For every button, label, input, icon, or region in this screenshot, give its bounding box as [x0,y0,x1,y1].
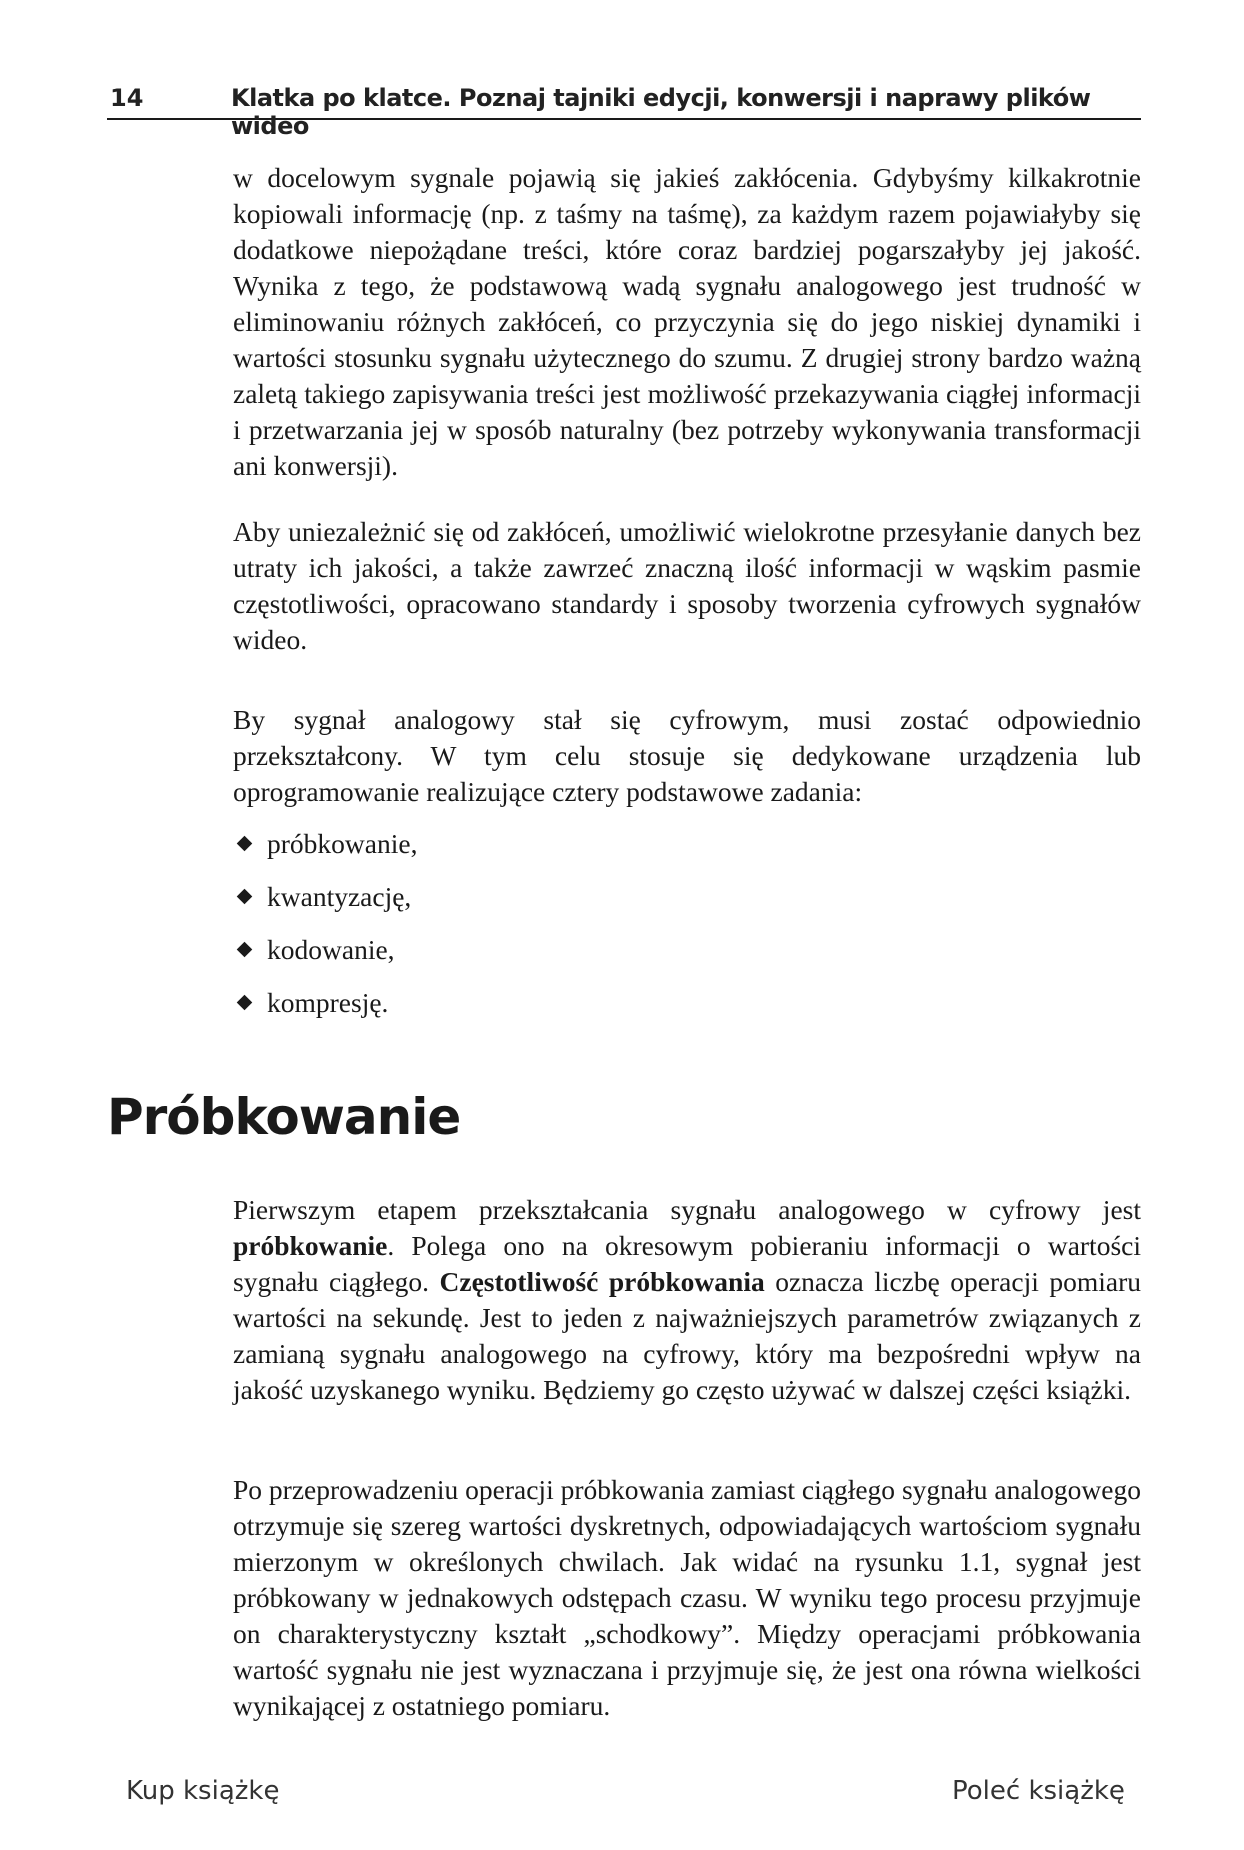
paragraph-sampling-definition [233,1192,1141,1408]
text-segment: Pierwszym etapem przekształcania sygnału analogowego w cyfrowy jest [233,1194,1141,1225]
page-number: 14 [110,84,144,112]
text-segment: oznacza liczbę operacji pomiaru wartości na sekundę. Jest to jeden z najważniejszych parametrów związanych z zamianą sygnału analogowego na cyfrowy, który ma bezpośredni wpływ na jakość uzyskanego wyniku. Będziemy go często używać w dalszej części książki. [233,1266,1141,1405]
bold-term-sampling: próbkowanie [233,1230,388,1261]
list-item [233,985,417,1038]
diamond-bullet-icon [237,942,253,958]
paragraph-analog-signal-drawbacks: w docelowym sygnale pojawią się jakieś zakłócenia. Gdybyśmy kilkakrotnie kopiowali informację (np. z taśmy na taśmę), za każdym razem pojawiałyby się dodatkowe niepożądane treści, które coraz bardziej pogarszałyby jej jakość. Wynika z tego, że podstawową wadą sygnału analogowego jest trudność w eliminowaniu różnych zakłóceń, co przyczynia się do jego niskiej dynamiki i wartości stosunku sygnału użytecznego do szumu. Z drugiej strony bardzo ważną zaletą takiego zapisywania treści jest możliwość przekazywania ciągłej informacji i przetwarzania jej w sposób naturalny (bez potrzeby wykonywania transformacji ani konwersji). [233,162,1141,481]
list-item-label: kodowanie, [267,934,395,965]
list-item-label: próbkowanie, [267,828,418,859]
list-item [233,932,417,985]
recommend-book-link[interactable]: Poleć książkę [952,1776,1125,1806]
paragraph-digital-standards: Aby uniezależnić się od zakłóceń, umożliwić wielokrotne przesyłanie danych bez utraty ich jakości, a także zawrzeć znaczną ilość informacji w wąskim pasmie częstotliwości, opracowano standardy i sposoby tworzenia cyfrowych sygnałów wideo. [233,516,1141,655]
diamond-bullet-icon [237,836,253,852]
bold-term-sampling-frequency: Częstotliwość próbkowania [439,1266,765,1297]
section-heading-sampling: Próbkowanie [107,1088,461,1146]
list-item [233,879,417,932]
buy-book-link[interactable]: Kup książkę [126,1776,280,1806]
running-header [107,78,1141,140]
list-item [233,826,417,879]
diamond-bullet-icon [237,995,253,1011]
conversion-tasks-list [233,826,417,1038]
text-segment: . Polega ono na okresowym pobieraniu informacji o wartości sygnału ciągłego. [233,1230,1141,1297]
diamond-bullet-icon [237,889,253,905]
list-item-label: kompresję. [267,987,389,1018]
paragraph-sampling-result: Po przeprowadzeniu operacji próbkowania zamiast ciągłego sygnału analogowego otrzymuje się szereg wartości dyskretnych, odpowiadających wartościom sygnału mierzonym w określonych chwilach. Jak widać na rysunku 1.1, sygnał jest próbkowany w jednakowych odstępach czasu. W wyniku tego procesu przyjmuje on charakterystyczny kształt „schodkowy”. Między operacjami próbkowania wartość sygnału nie jest wyznaczana i przyjmuje się, że jest ona równa wielkości wynikającej z ostatniego pomiaru. [233,1474,1141,1721]
book-title-header: Klatka po klatce. Poznaj tajniki edycji, konwersji i naprawy plików wideo [231,84,1091,140]
list-item-label: kwantyzację, [267,881,412,912]
paragraph-conversion-tasks: By sygnał analogowy stał się cyfrowym, musi zostać odpowiednio przekształcony. W tym celu stosuje się dedykowane urządzenia lub oprogramowanie realizujące cztery podstawowe zadania: [233,704,1141,807]
